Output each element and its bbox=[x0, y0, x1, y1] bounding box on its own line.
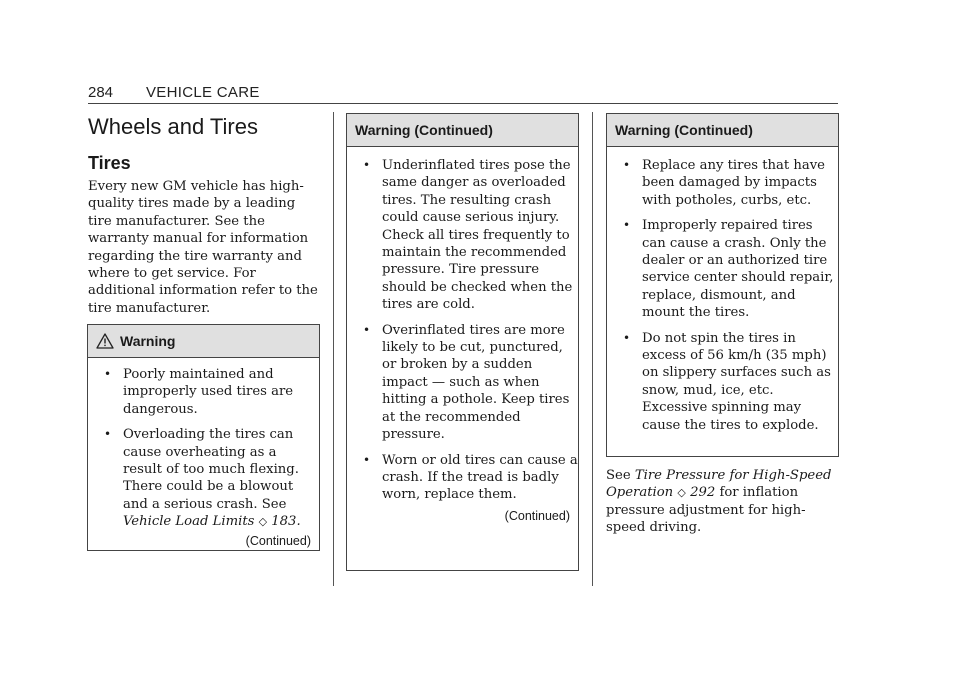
warning-header: Warning (Continued) bbox=[607, 114, 838, 147]
list-item: • Underinflated tires pose the same danger as overloaded tires. The resulting crash could cause serious injury. Check all tires frequently to maintain the recommended pressure. Tire pressure should be checked when the tires are cold. bbox=[363, 158, 573, 313]
column-divider bbox=[333, 112, 334, 586]
warning-box-continued bbox=[346, 113, 579, 571]
warning-header: Warning (Continued) bbox=[347, 114, 578, 147]
warning-list bbox=[88, 366, 319, 531]
page-number: 284 bbox=[88, 84, 114, 101]
warning-title: Warning bbox=[120, 333, 176, 349]
list-item: • Replace any tires that have been damaged by impacts with potholes, curbs, etc. bbox=[623, 158, 825, 208]
bullet: • bbox=[104, 367, 112, 381]
list-item: • Do not spin the tires in excess of 56 km/h (35 mph) on slippery surfaces such as snow, mud, ice, etc. Excessive spinning may cause the tires to explode. bbox=[623, 330, 831, 433]
warning-triangle-icon bbox=[96, 333, 114, 349]
warning-box-continued bbox=[606, 113, 839, 457]
page-reference-icon: ◇ bbox=[258, 515, 268, 529]
list-item: • Poorly maintained and improperly used tires are dangerous. bbox=[104, 367, 294, 417]
section-title: VEHICLE CARE bbox=[146, 84, 260, 101]
continued-label: (Continued) bbox=[245, 533, 311, 548]
intro-paragraph: Every new GM vehicle has high-quality tires made by a leading tire manufacturer. See the warranty manual for information regarding the tire warranty and where to get service. For additional information refer to the tire manufacturer. bbox=[88, 179, 318, 316]
column-divider bbox=[592, 112, 593, 586]
bullet: • bbox=[623, 158, 631, 172]
cross-reference-page: 292 bbox=[690, 485, 716, 501]
bullet: • bbox=[363, 452, 371, 467]
bullet: • bbox=[623, 218, 631, 233]
cross-reference-title: Tire Pressure for High-Speed Operation bbox=[606, 468, 832, 501]
page-header bbox=[88, 84, 838, 104]
bullet: • bbox=[104, 427, 112, 442]
column-1 bbox=[88, 113, 320, 317]
list-item: • Overloading the tires can cause overheating as a result of too much flexing. There could be a blowout and a serious crash. See Vehicle Load Limits ◇ 183. bbox=[104, 427, 301, 530]
page-reference-icon: ◇ bbox=[677, 486, 686, 500]
warning-header bbox=[88, 325, 319, 358]
list-item: • Worn or old tires can cause a crash. If the tread is badly worn, replace them. bbox=[363, 452, 578, 503]
list-item: • Overinflated tires are more likely to be cut, punctured, or broken by a sudden impact — such as when hitting a pothole. Keep tires at the recommended pressure. bbox=[363, 322, 570, 443]
bullet: • bbox=[363, 322, 371, 337]
section-heading: Tires bbox=[88, 153, 131, 173]
bullet: • bbox=[363, 158, 371, 172]
cross-reference-title: Vehicle Load Limits bbox=[123, 514, 255, 530]
bullet: • bbox=[623, 330, 631, 345]
warning-box bbox=[87, 324, 320, 551]
list-item: • Improperly repaired tires can cause a crash. Only the dealer or an authorized tire service center should repair, replace, dismount, and mount the tires. bbox=[623, 218, 834, 321]
warning-list bbox=[607, 157, 838, 434]
header-rule bbox=[88, 103, 838, 104]
cross-reference-paragraph: See Tire Pressure for High-Speed Operation ◇ 292 for inflation pressure adjustment for high-speed driving. bbox=[606, 468, 832, 536]
continued-label: (Continued) bbox=[504, 508, 570, 523]
cross-reference-page: 183 bbox=[271, 514, 297, 530]
page-title: Wheels and Tires bbox=[88, 114, 258, 139]
warning-list bbox=[347, 157, 578, 504]
